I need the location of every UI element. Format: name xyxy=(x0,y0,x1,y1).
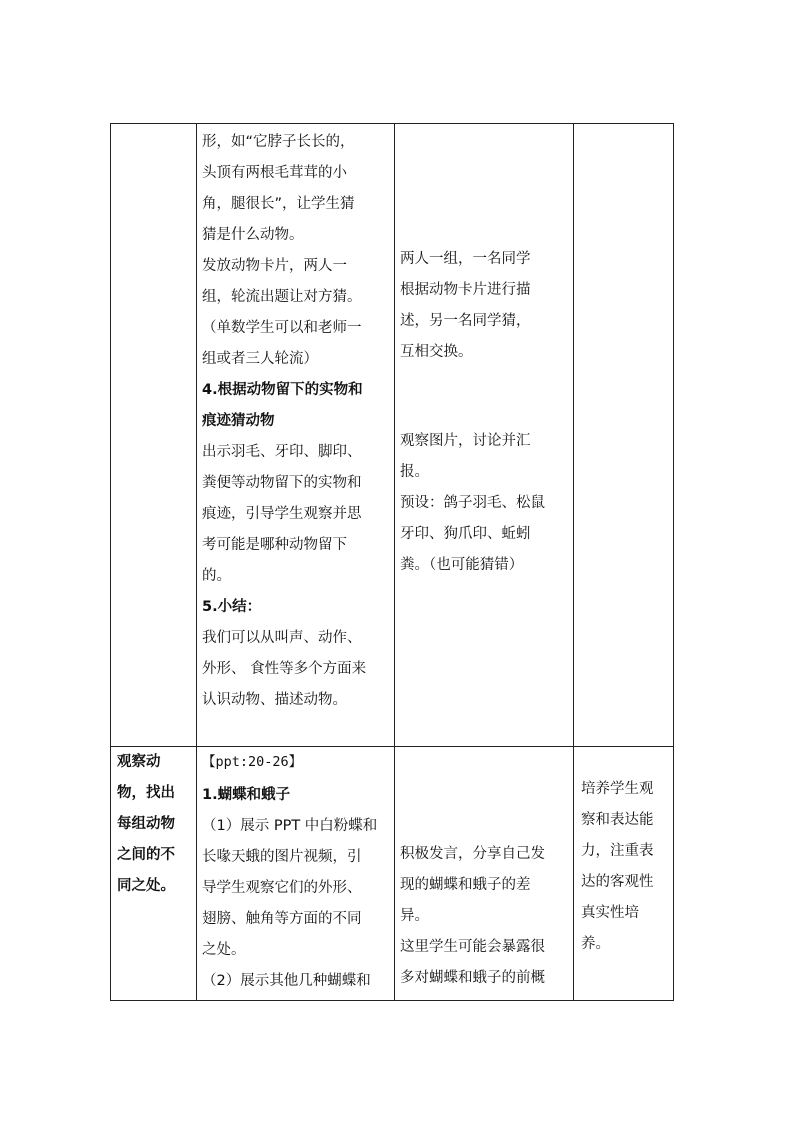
section-heading: 4.根据动物留下的实物和 xyxy=(202,382,363,398)
text-line: 察和表达能 xyxy=(581,812,654,828)
text-line: 牙印、狗爪印、蚯蚓 xyxy=(400,526,531,542)
step-title-line: 同之处。 xyxy=(117,878,175,894)
step-cell xyxy=(111,124,197,747)
text-line: 发放动物卡片，两人一 xyxy=(202,258,347,274)
text-line: 翅膀、触角等方面的不同 xyxy=(202,911,362,927)
text-line: 组或者三人轮流） xyxy=(202,351,318,367)
text-line: 猜是什么动物。 xyxy=(202,227,304,243)
text-line: 力，注重表 xyxy=(581,843,654,859)
text-line: 痕迹，引导学生观察并思 xyxy=(202,506,362,522)
step-title-line: 观察动 xyxy=(117,754,161,770)
table-row xyxy=(111,124,674,747)
text-line: 两人一组，一名同学 xyxy=(400,251,531,267)
text-line: 我们可以从叫声、动作、 xyxy=(202,630,362,646)
ppt-reference: 【ppt:20-26】 xyxy=(202,754,303,770)
text-line: （单数学生可以和老师一 xyxy=(202,320,362,336)
text-line: 出示羽毛、牙印、脚印、 xyxy=(202,444,362,460)
text-line: 组，轮流出题让对方猜。 xyxy=(202,289,362,305)
text-line: 预设：鸽子羽毛、松鼠 xyxy=(400,495,545,511)
text-line: 真实性培 xyxy=(581,905,639,921)
section-heading: 痕迹猜动物 xyxy=(202,413,275,429)
text-line: 积极发言，分享自己发 xyxy=(400,846,545,862)
text-line: 头顶有两根毛茸茸的小 xyxy=(202,165,347,181)
lesson-plan-table xyxy=(110,123,674,1001)
section-heading: 5.小结： xyxy=(202,599,262,615)
text-line: 达的客观性 xyxy=(581,874,654,890)
text-line: 异。 xyxy=(400,908,429,924)
design-intent-cell xyxy=(574,747,674,1001)
text-line: 互相交换。 xyxy=(400,344,473,360)
text-line: 认识动物、描述动物。 xyxy=(202,692,347,708)
student-activity-cell xyxy=(395,124,574,747)
text-line: 的。 xyxy=(202,568,231,584)
table-row xyxy=(111,747,674,1001)
text-line: 多对蝴蝶和蛾子的前概 xyxy=(400,970,545,986)
text-line: 报。 xyxy=(400,464,429,480)
step-title-line: 物，找出 xyxy=(117,785,175,801)
text-line: 角，腿很长”，让学生猜 xyxy=(202,196,355,212)
text-line: （2）展示其他几种蝴蝶和 xyxy=(202,973,371,989)
text-line: 这里学生可能会暴露很 xyxy=(400,939,545,955)
step-title-line: 每组动物 xyxy=(117,816,175,832)
step-cell xyxy=(111,747,197,1001)
text-line: 培养学生观 xyxy=(581,781,654,797)
text-line: 现的蝴蝶和蛾子的差 xyxy=(400,877,531,893)
section-heading: 1.蝴蝶和蛾子 xyxy=(202,787,291,803)
text-line: 导学生观察它们的外形、 xyxy=(202,880,362,896)
text-line: 之处。 xyxy=(202,942,246,958)
text-line: 观察图片，讨论并汇 xyxy=(400,433,531,449)
student-activity-cell xyxy=(395,747,574,1001)
text-line: 述，另一名同学猜， xyxy=(400,313,531,329)
text-line: 长喙天蛾的图片视频，引 xyxy=(202,849,362,865)
text-line: 根据动物卡片进行描 xyxy=(400,282,531,298)
step-title-line: 之间的不 xyxy=(117,847,175,863)
text-line: （1）展示 PPT 中白粉蝶和 xyxy=(202,818,378,834)
design-intent-cell xyxy=(574,124,674,747)
text-line: 粪。（也可能猜错） xyxy=(400,557,524,573)
text-line: 养。 xyxy=(581,936,610,952)
teacher-activity-cell xyxy=(197,124,395,747)
text-line: 外形、 食性等多个方面来 xyxy=(202,661,367,677)
text-line: 粪便等动物留下的实物和 xyxy=(202,475,362,491)
teacher-activity-cell xyxy=(197,747,395,1001)
text-line: 考可能是哪种动物留下 xyxy=(202,537,347,553)
text-line: 形，如“它脖子长长的， xyxy=(202,134,355,150)
